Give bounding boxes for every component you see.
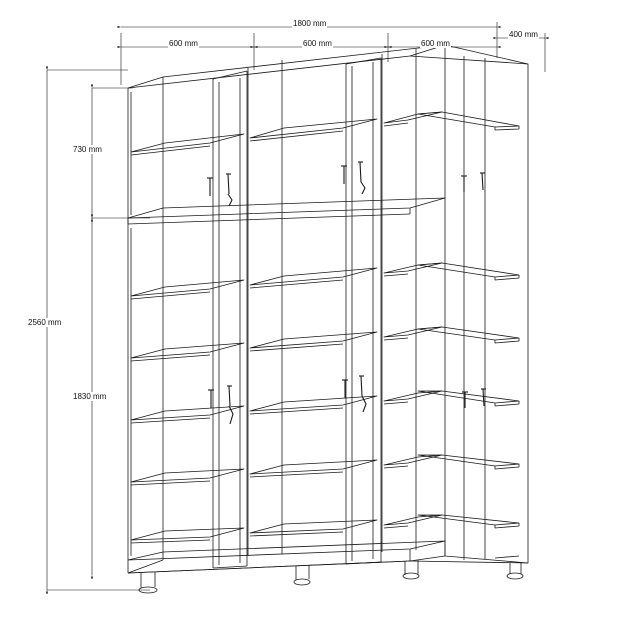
dimension-label-upper-height: 730 mm (73, 145, 102, 154)
dimension-label-bay-middle-width: 600 mm (303, 39, 332, 48)
dimension-label-depth: 400 mm (509, 30, 538, 39)
dimension-lines (47, 22, 545, 590)
dimension-label-bay-right-width: 600 mm (421, 39, 450, 48)
dimension-label-bay-left-width: 600 mm (169, 39, 198, 48)
dimension-label-overall-height: 2560 mm (28, 318, 62, 327)
cabinet-geometry (128, 45, 528, 593)
dimension-label-overall-width: 1800 mm (293, 19, 327, 28)
dimension-label-lower-height: 1830 mm (73, 392, 107, 401)
